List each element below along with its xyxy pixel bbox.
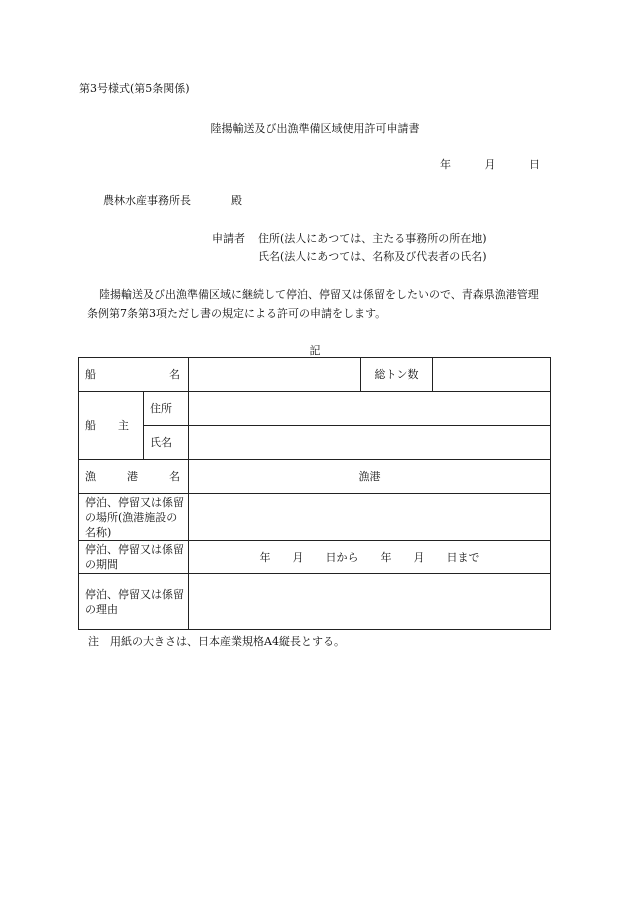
port-name-field[interactable]: 漁港 [189, 460, 551, 494]
addressee-honorific: 殿 [231, 194, 242, 207]
applicant-name: 氏名(法人にあつては、名称及び代表者の氏名) [258, 250, 487, 263]
table-row-owner-address [79, 392, 551, 426]
applicant-address: 住所(法人にあつては、主たる事務所の所在地) [258, 232, 487, 245]
label-owner-address: 住所 [144, 392, 189, 426]
date-month: 月 [484, 158, 496, 171]
label-vessel-name: 船 名 [79, 358, 189, 392]
label-owner: 船 主 [79, 392, 144, 460]
record-mark: 記 [309, 344, 321, 357]
place-field[interactable] [189, 494, 551, 541]
table-row-period [79, 541, 551, 574]
label-owner-name: 氏名 [144, 426, 189, 460]
gross-tonnage-field[interactable] [433, 358, 551, 392]
table-row-reason [79, 574, 551, 630]
addressee [103, 192, 242, 208]
applicant-label: 申請者 [212, 232, 245, 245]
vessel-name-field[interactable] [189, 358, 361, 392]
owner-address-field[interactable] [189, 392, 551, 426]
application-table [78, 357, 551, 630]
label-place: 停泊、停留又は係留の場所(漁港施設の名称) [79, 494, 189, 541]
date-day: 日 [529, 158, 540, 171]
owner-name-field[interactable] [189, 426, 551, 460]
application-statement: 陸揚輸送及び出漁準備区域に継続して停泊、停留又は係留をしたいので、青森県漁港管理条例第7条第3項ただし書の規定による許可の申請をします。 [87, 288, 539, 320]
form-title: 陸揚輸送及び出漁準備区域使用許可申請書 [210, 122, 420, 135]
label-gross-tonnage: 総トン数 [361, 358, 433, 392]
paper-size-note: 注 用紙の大きさは、日本産業規格A4縦長とする。 [88, 635, 345, 648]
reason-field[interactable] [189, 574, 551, 630]
table-row-place [79, 494, 551, 541]
addressee-name: 農林水産事務所長 [103, 194, 191, 207]
label-period: 停泊、停留又は係留の期間 [79, 541, 189, 574]
date-line [440, 156, 540, 172]
table-row-owner-name [79, 426, 551, 460]
period-field[interactable]: 年 月 日から 年 月 日まで [189, 541, 551, 574]
form-number: 第3号様式(第5条関係) [79, 82, 190, 95]
date-year: 年 [440, 158, 451, 171]
label-reason: 停泊、停留又は係留の理由 [79, 574, 189, 630]
table-row-vessel [79, 358, 551, 392]
table-row-port [79, 460, 551, 494]
label-port-name: 漁 港 名 [79, 460, 189, 494]
